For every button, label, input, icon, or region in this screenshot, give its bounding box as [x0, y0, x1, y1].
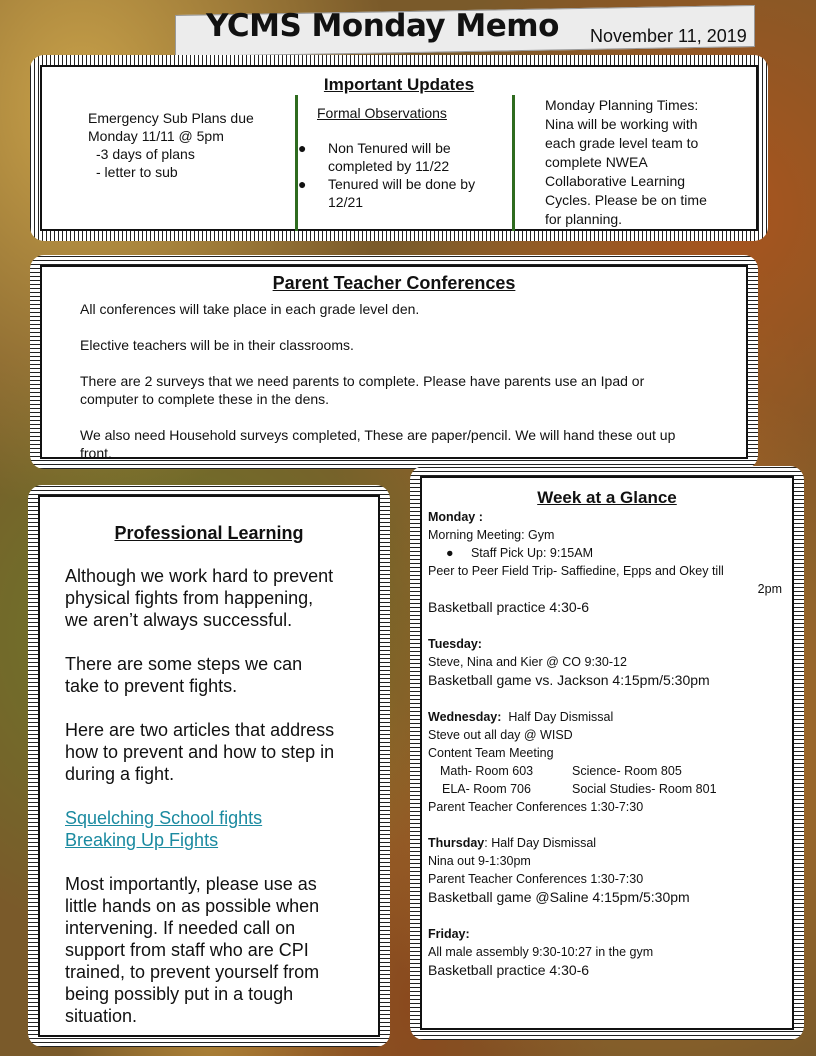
list-item-text: 12/21 — [328, 194, 364, 210]
schedule-line: Basketball practice 4:30-6 — [428, 599, 590, 615]
schedule-line: Steve, Nina and Kier @ CO 9:30-12 — [428, 655, 627, 669]
professional-learning-body — [65, 565, 334, 1027]
day-note: : Half Day Dismissal — [484, 836, 597, 850]
conferences-panel — [30, 255, 758, 469]
day-label: Tuesday: — [428, 637, 482, 651]
planning-line: Nina will be working with — [545, 116, 698, 132]
room-assignment: Social Studies- Room 801 — [572, 782, 717, 796]
schedule-line: Nina out 9-1:30pm — [428, 854, 531, 868]
paragraph: All conferences will take place in each grade level den. — [80, 301, 420, 317]
breaking-up-fights-link[interactable]: Breaking Up Fights — [65, 830, 219, 850]
room-row — [428, 780, 786, 798]
schedule-line: Basketball game @Saline 4:15pm/5:30pm — [428, 889, 690, 905]
conferences-body — [80, 300, 675, 462]
memo-title: YCMS Monday Memo — [206, 8, 559, 44]
day-note: Half Day Dismissal — [508, 710, 614, 724]
list-item — [298, 175, 475, 211]
room-assignment: Science- Room 805 — [572, 764, 682, 778]
paragraph: Elective teachers will be in their classrooms. — [80, 337, 354, 353]
bullet-icon: ● — [298, 176, 307, 192]
week-heading: Week at a Glance — [537, 488, 677, 507]
observations-list — [298, 139, 475, 211]
text-line: There are some steps we can — [65, 654, 303, 674]
list-item-text: Non Tenured will be — [328, 140, 451, 156]
planning-times-note — [545, 96, 707, 229]
list-item-text: completed by 11/22 — [328, 158, 450, 174]
planning-line: Monday Planning Times: — [545, 97, 699, 113]
room-row — [428, 762, 786, 780]
paragraph: We also need Household surveys completed, These are paper/pencil. We will hand these out up — [80, 427, 676, 443]
text-line: we aren’t always successful. — [65, 610, 293, 630]
list-item-text: Staff Pick Up: 9:15AM — [470, 546, 593, 560]
sub-plans-line: Monday 11/11 @ 5pm — [88, 128, 224, 144]
sub-plans-line: -3 days of plans — [96, 146, 195, 162]
schedule-line: All male assembly 9:30-10:27 in the gym — [428, 945, 654, 959]
text-line: during a fight. — [65, 764, 175, 784]
day-label: Friday: — [428, 927, 470, 941]
sub-plans-line: Emergency Sub Plans due — [88, 110, 254, 126]
week-body — [428, 508, 786, 980]
text-line: Here are two articles that address — [65, 720, 335, 740]
bullet-icon: ● — [298, 140, 307, 156]
text-line: situation. — [65, 1006, 138, 1026]
text-line: Most importantly, please use as — [65, 874, 317, 894]
schedule-line: Steve out all day @ WISD — [428, 728, 573, 742]
professional-learning-panel — [28, 485, 390, 1047]
schedule-line: Basketball practice 4:30-6 — [428, 962, 590, 978]
text-line: being possibly put in a tough — [65, 984, 294, 1004]
important-updates-panel — [30, 55, 768, 241]
planning-line: Cycles. Please be on time — [545, 192, 707, 208]
planning-line: Collaborative Learning — [545, 173, 686, 189]
schedule-line: Morning Meeting: Gym — [428, 528, 555, 542]
squelching-fights-link[interactable]: Squelching School fights — [65, 808, 263, 828]
memo-date: November 11, 2019 — [590, 26, 747, 46]
text-line: physical fights from happening, — [65, 588, 314, 608]
schedule-line: Peer to Peer Field Trip- Saffiedine, Epps and Okey till — [428, 564, 724, 578]
text-line: trained, to prevent yourself from — [65, 962, 320, 982]
text-line: support from staff who are CPI — [65, 940, 309, 960]
list-item — [428, 544, 786, 562]
schedule-line: 2pm — [757, 582, 782, 596]
text-line: little hands on as possible when — [65, 896, 320, 916]
day-label: Monday : — [428, 510, 483, 524]
sub-plans-note — [88, 109, 254, 181]
day-label: Wednesday: — [428, 710, 502, 724]
schedule-line: Parent Teacher Conferences 1:30-7:30 — [428, 800, 644, 814]
professional-learning-heading: Professional Learning — [114, 523, 304, 543]
column-divider — [512, 95, 515, 231]
week-at-a-glance-panel — [410, 466, 804, 1040]
schedule-line: Parent Teacher Conferences 1:30-7:30 — [428, 872, 644, 886]
formal-observations-heading: Formal Observations — [317, 105, 447, 121]
paragraph: computer to complete these in the dens. — [80, 391, 330, 407]
bullet-icon: ● — [446, 546, 454, 560]
day-label: Thursday — [428, 836, 485, 850]
planning-line: for planning. — [545, 211, 623, 227]
schedule-line: Content Team Meeting — [428, 746, 554, 760]
text-line: Although we work hard to prevent — [65, 566, 334, 586]
sub-plans-line: - letter to sub — [96, 164, 178, 180]
important-updates-heading: Important Updates — [323, 75, 475, 94]
planning-line: complete NWEA — [545, 154, 648, 170]
text-line: intervening. If needed call on — [65, 918, 296, 938]
list-item-text: Tenured will be done by — [328, 176, 476, 192]
room-assignment: Math- Room 603 — [440, 764, 534, 778]
text-line: take to prevent fights. — [65, 676, 238, 696]
room-assignment: ELA- Room 706 — [442, 782, 531, 796]
schedule-line: Basketball game vs. Jackson 4:15pm/5:30pm — [428, 672, 710, 688]
planning-line: each grade level team to — [545, 135, 699, 151]
paragraph: There are 2 surveys that we need parents to complete. Please have parents use an Ipad or — [80, 373, 645, 389]
text-line: how to prevent and how to step in — [65, 742, 335, 762]
conferences-heading: Parent Teacher Conferences — [272, 273, 516, 293]
paragraph: front. — [80, 445, 112, 461]
list-item — [298, 139, 475, 175]
